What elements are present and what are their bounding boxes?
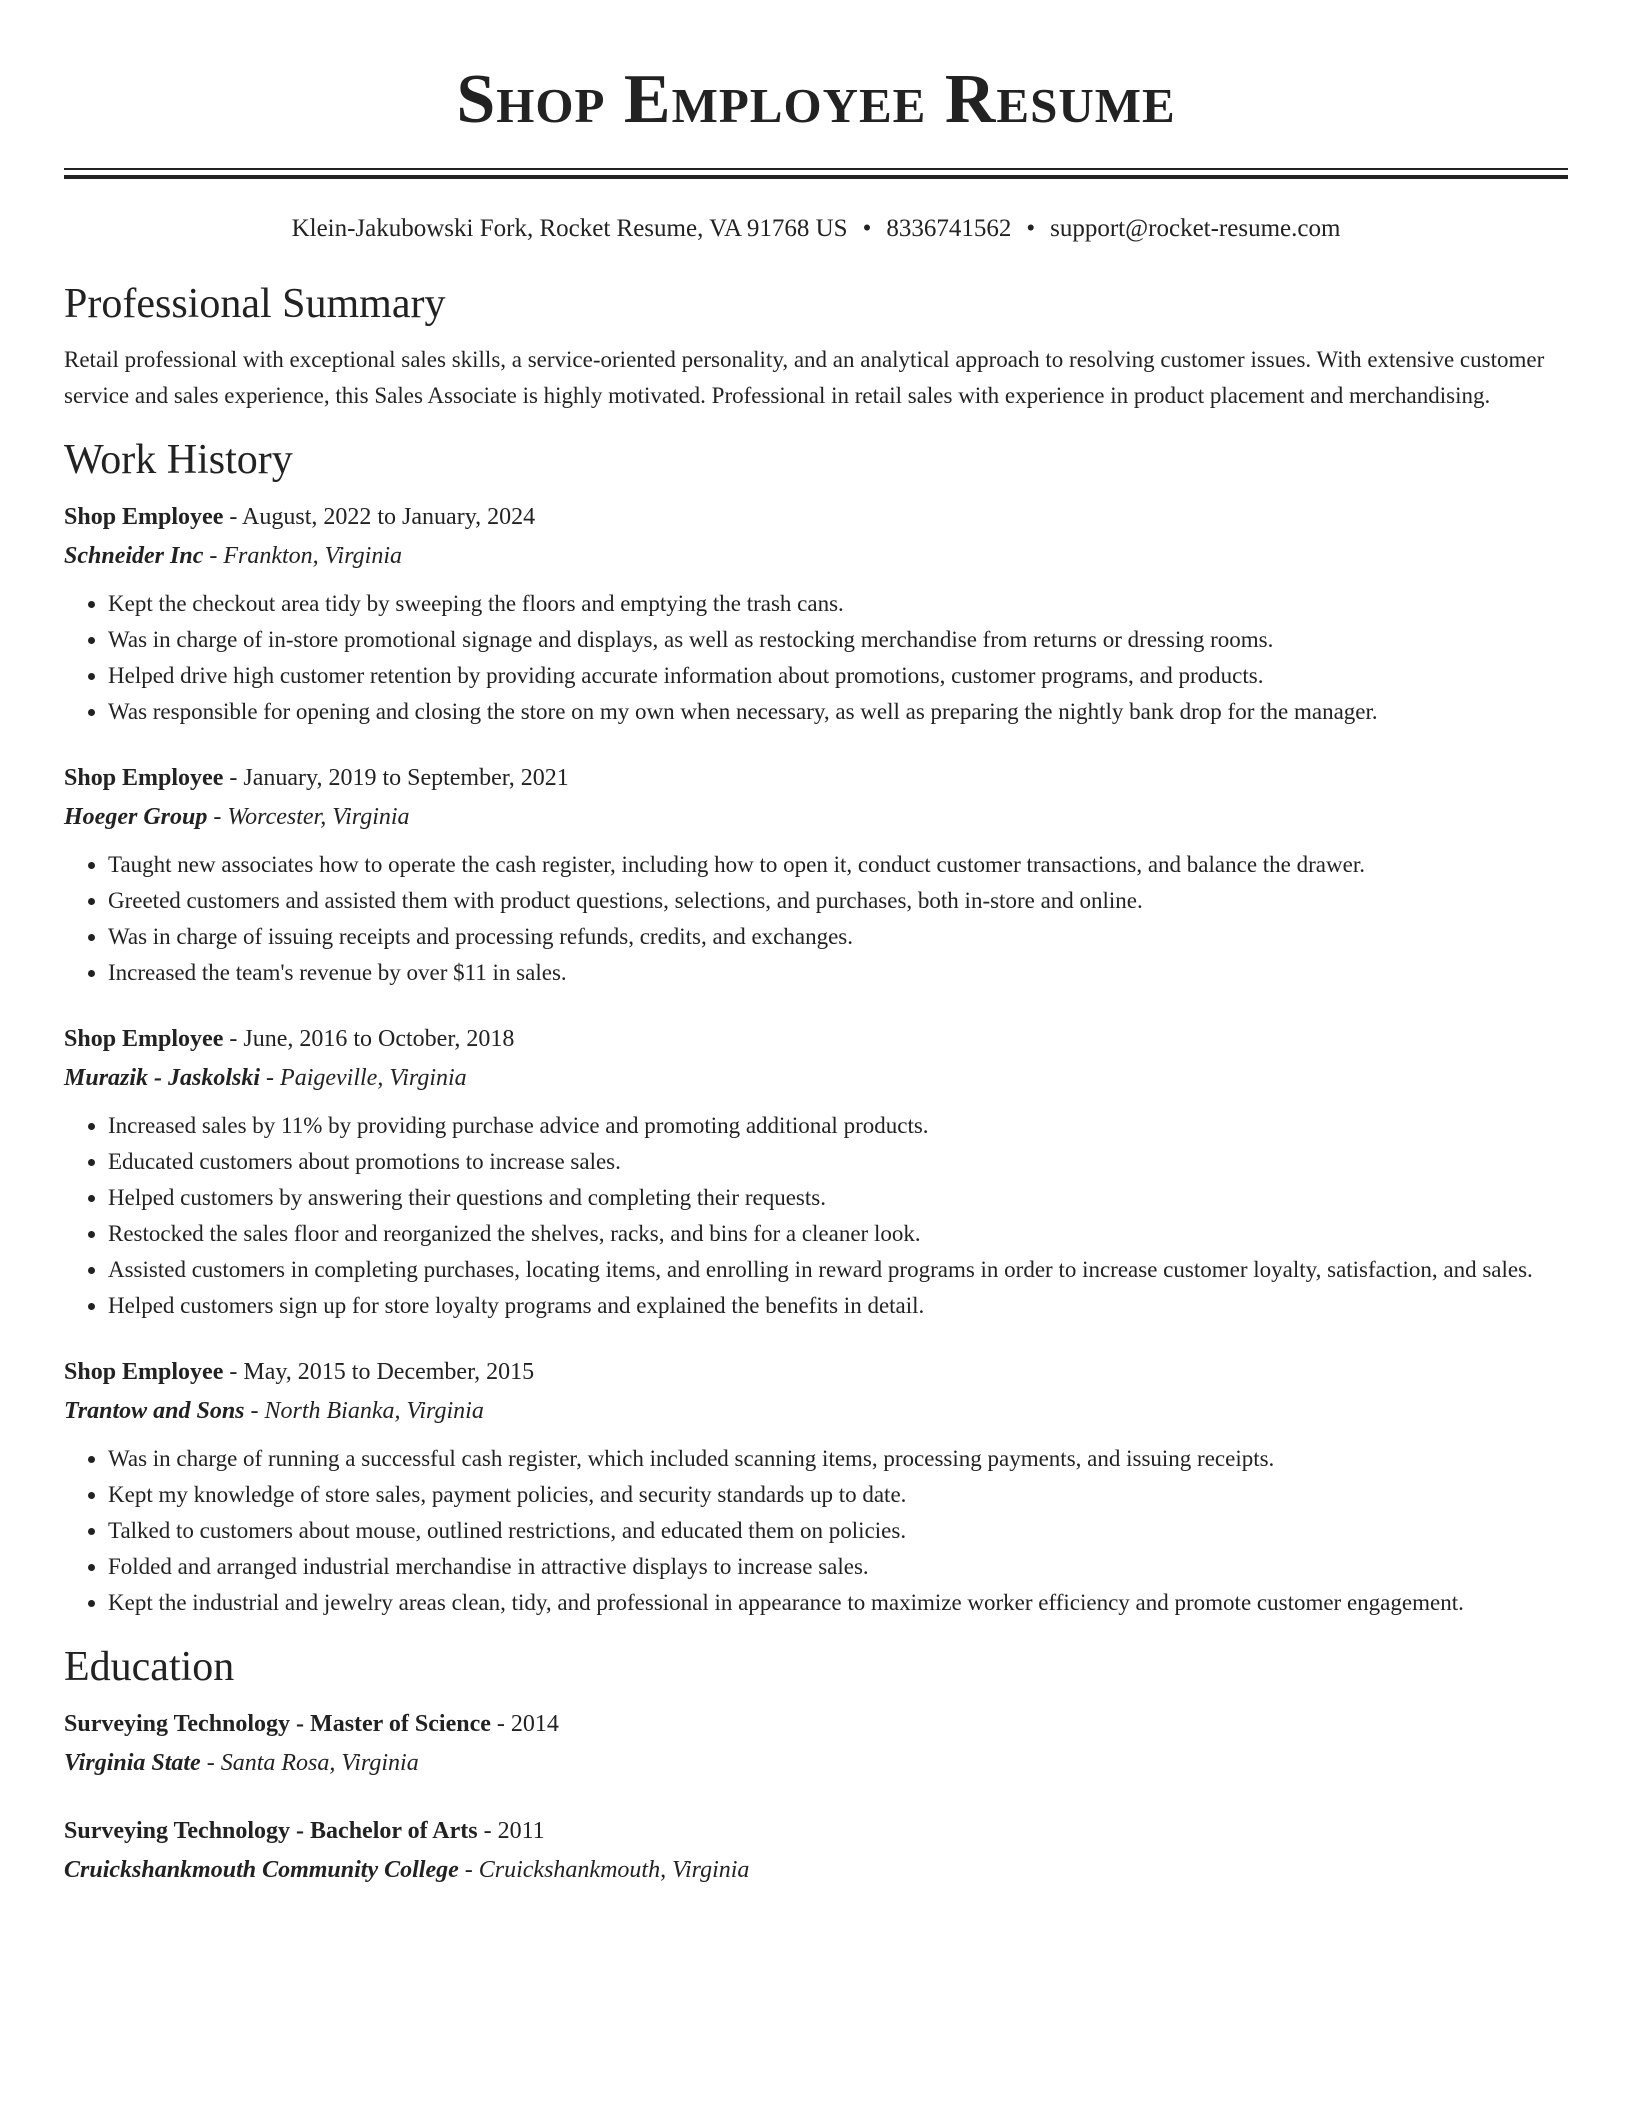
contact-separator: • <box>862 215 872 242</box>
job-bullet: • Educated customers about promotions to increase sales. <box>108 1144 1568 1180</box>
job-dates: - May, 2015 to December, 2015 <box>223 1359 535 1385</box>
job-location: - Frankton, Virginia <box>203 543 403 569</box>
job-bullets <box>64 847 1568 991</box>
job-bullet: • Kept my knowledge of store sales, payment policies, and security standards up to date. <box>108 1477 1568 1513</box>
title-divider <box>64 168 1568 179</box>
summary-heading: Professional Summary <box>64 281 446 327</box>
job-bullet: • Restocked the sales floor and reorganized the shelves, racks, and bins for a cleaner look. <box>108 1216 1568 1252</box>
job-company: Murazik - Jaskolski <box>64 1065 261 1091</box>
job-bullet: • Increased the team's revenue by over $11 in sales. <box>108 955 1568 991</box>
job-company-line <box>64 798 1568 837</box>
job-bullet: • Helped customers sign up for store loyalty programs and explained the benefits in detail. <box>108 1288 1568 1324</box>
job-company: Hoeger Group <box>64 804 208 830</box>
degree-year: - 2011 <box>477 1818 545 1844</box>
education-heading: Education <box>64 1644 235 1690</box>
job-bullet: • Greeted customers and assisted them with product questions, selections, and purchases, both in-store and online. <box>108 883 1568 919</box>
job-bullet: • Was in charge of running a successful cash register, which included scanning items, processing payments, and issuing receipts. <box>108 1441 1568 1477</box>
job-entry <box>64 759 1568 991</box>
job-title: Shop Employee <box>64 1359 224 1385</box>
job-dates: - August, 2022 to January, 2024 <box>223 504 536 530</box>
school-line <box>64 1851 1568 1890</box>
job-bullet: • Assisted customers in completing purchases, locating items, and enrolling in reward programs in order to increase customer loyalty, satisfaction, and sales. <box>108 1252 1568 1288</box>
job-bullet: • Increased sales by 11% by providing purchase advice and promoting additional products. <box>108 1108 1568 1144</box>
job-company-line <box>64 1392 1568 1431</box>
school: Virginia State <box>64 1750 201 1776</box>
contact-phone: 8336741562 <box>886 215 1012 242</box>
school-location: - Santa Rosa, Virginia <box>200 1750 419 1776</box>
job-bullet: • Was responsible for opening and closing the store on my own when necessary, as well as preparing the nightly bank drop for the manager. <box>108 694 1568 730</box>
job-entry <box>64 498 1568 730</box>
contact-line <box>64 212 1568 246</box>
job-location: - Paigeville, Virginia <box>260 1065 467 1091</box>
school-line <box>64 1744 1568 1783</box>
contact-address: Klein-Jakubowski Fork, Rocket Resume, VA 91768 US <box>291 215 848 242</box>
job-title: Shop Employee <box>64 504 224 530</box>
job-company: Trantow and Sons <box>64 1398 245 1424</box>
degree: Surveying Technology - Master of Science <box>64 1711 491 1737</box>
job-entry <box>64 1020 1568 1324</box>
job-location: - Worcester, Virginia <box>207 804 410 830</box>
summary-text: Retail professional with exceptional sales skills, a service-oriented personality, and an analytical approach to resolving customer issues. With extensive customer service and sales experience, this Sales Associate is highly motivated. Professional in retail sales with experience in product placement and merchandising. <box>64 347 1545 408</box>
job-company: Schneider Inc <box>64 543 204 569</box>
job-bullet: • Kept the checkout area tidy by sweeping the floors and emptying the trash cans. <box>108 586 1568 622</box>
job-bullets <box>64 1441 1568 1621</box>
job-bullet: • Was in charge of in-store promotional signage and displays, as well as restocking merchandise from returns or dressing rooms. <box>108 622 1568 658</box>
job-bullet: • Helped customers by answering their questions and completing their requests. <box>108 1180 1568 1216</box>
job-entry <box>64 1353 1568 1621</box>
contact-separator: • <box>1026 215 1036 242</box>
job-bullet: • Helped drive high customer retention by providing accurate information about promotions, customer programs, and products. <box>108 658 1568 694</box>
job-location: - North Bianka, Virginia <box>244 1398 484 1424</box>
contact-email: support@rocket-resume.com <box>1050 215 1341 242</box>
job-bullet: • Taught new associates how to operate the cash register, including how to open it, conduct customer transactions, and balance the drawer. <box>108 847 1568 883</box>
job-company-line <box>64 537 1568 576</box>
degree: Surveying Technology - Bachelor of Arts <box>64 1818 478 1844</box>
degree-line <box>64 1705 1568 1744</box>
degree-year: - 2014 <box>490 1711 559 1737</box>
degree-line <box>64 1812 1568 1851</box>
job-bullet: • Was in charge of issuing receipts and processing refunds, credits, and exchanges. <box>108 919 1568 955</box>
school-location: - Cruickshankmouth, Virginia <box>458 1857 750 1883</box>
school: Cruickshankmouth Community College <box>64 1857 459 1883</box>
job-dates: - January, 2019 to September, 2021 <box>223 765 569 791</box>
job-title-line <box>64 498 1568 537</box>
job-bullets <box>64 1108 1568 1324</box>
education-entry <box>64 1705 1568 1783</box>
job-bullets <box>64 586 1568 730</box>
page-title: Shop Employee Resume <box>456 61 1176 138</box>
job-title-line <box>64 1020 1568 1059</box>
job-dates: - June, 2016 to October, 2018 <box>223 1026 515 1052</box>
job-title: Shop Employee <box>64 765 224 791</box>
job-title-line <box>64 1353 1568 1392</box>
job-bullet: • Talked to customers about mouse, outlined restrictions, and educated them on policies. <box>108 1513 1568 1549</box>
education-entry <box>64 1812 1568 1890</box>
job-bullet: • Folded and arranged industrial merchandise in attractive displays to increase sales. <box>108 1549 1568 1585</box>
job-bullet: • Kept the industrial and jewelry areas clean, tidy, and professional in appearance to maximize worker efficiency and promote customer engagement. <box>108 1585 1568 1621</box>
work-history-heading: Work History <box>64 437 293 483</box>
job-company-line <box>64 1059 1568 1098</box>
job-title-line <box>64 759 1568 798</box>
job-title: Shop Employee <box>64 1026 224 1052</box>
